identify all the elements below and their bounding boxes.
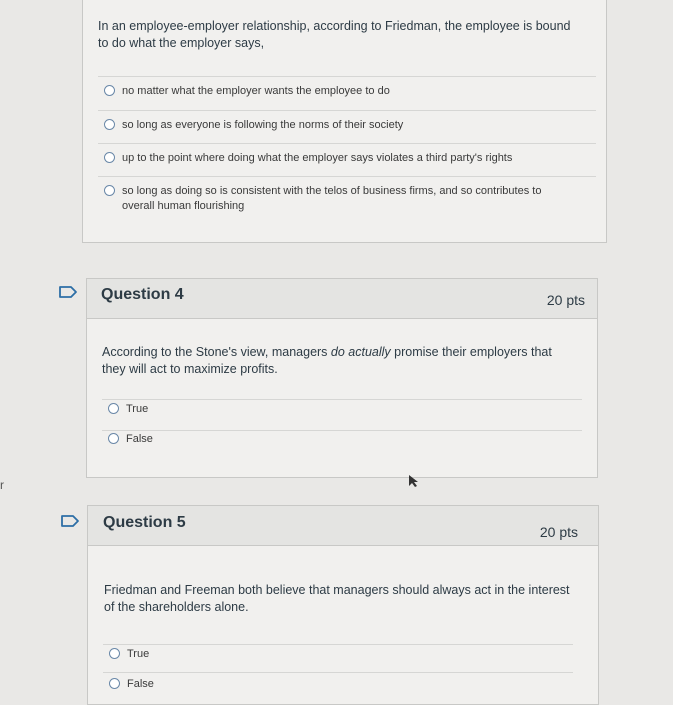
radio-button[interactable] (104, 85, 115, 96)
question-3-answer-3[interactable] (104, 151, 574, 166)
divider (103, 644, 573, 645)
answer-label: up to the point where doing what the employer says violates a third party's rights (122, 152, 513, 164)
divider (98, 76, 596, 77)
divider (98, 176, 596, 177)
question-3-text: In an employee-employer relationship, according to Friedman, the employee is bound to do what the employer says, (98, 19, 571, 50)
question-5-title: Question 5 (103, 514, 186, 531)
question-3-card (82, 0, 607, 243)
answer-label: no matter what the employer wants the employee to do (122, 85, 390, 97)
radio-button[interactable] (104, 152, 115, 163)
question-4-answer-false[interactable] (108, 432, 153, 447)
divider (102, 430, 582, 431)
radio-button[interactable] (104, 185, 115, 196)
question-5-points: 20 pts (539, 524, 578, 540)
question-3-answer-2[interactable] (104, 118, 574, 133)
divider (102, 399, 582, 400)
question-5-header (88, 506, 598, 546)
question-4-answer-true[interactable] (108, 402, 148, 417)
question-4-header (87, 279, 597, 319)
question-5-text: Friedman and Freeman both believe that managers should always act in the interest of the shareholders alone. (104, 583, 570, 614)
question-5-answer-false[interactable] (109, 677, 154, 692)
radio-button[interactable] (109, 678, 120, 689)
divider (98, 110, 596, 111)
answer-label: True (127, 648, 150, 660)
divider (98, 143, 596, 144)
question-4-card (86, 278, 598, 478)
radio-button[interactable] (108, 403, 119, 414)
divider (103, 672, 573, 673)
question-text-part: According to the Stone's view, managers (102, 345, 331, 359)
flag-icon[interactable] (58, 285, 78, 299)
radio-button[interactable] (104, 119, 115, 130)
question-3-answer-1[interactable] (104, 84, 574, 99)
question-4-text (102, 344, 572, 378)
question-text-part: promise their employers that they will act to maximize profits. (102, 345, 552, 376)
flag-icon[interactable] (60, 514, 80, 528)
answer-label: False (126, 433, 153, 445)
question-4-points: 20 pts (546, 292, 585, 308)
question-4-title: Question 4 (101, 286, 184, 303)
mouse-cursor-icon (408, 474, 420, 488)
answer-label: so long as everyone is following the norms of their society (122, 119, 404, 131)
answer-label: True (126, 403, 149, 415)
radio-button[interactable] (109, 648, 120, 659)
question-3-answer-4[interactable] (104, 184, 559, 214)
answer-label: False (127, 678, 154, 690)
radio-button[interactable] (108, 433, 119, 444)
question-5-answer-true[interactable] (109, 647, 149, 662)
answer-label: so long as doing so is consistent with the telos of business firms, and so contributes to overall human flourishing (122, 185, 542, 212)
question-5-card (87, 505, 599, 705)
edge-text-fragment: r (0, 478, 4, 492)
question-text-emphasis: do actually (330, 345, 391, 359)
